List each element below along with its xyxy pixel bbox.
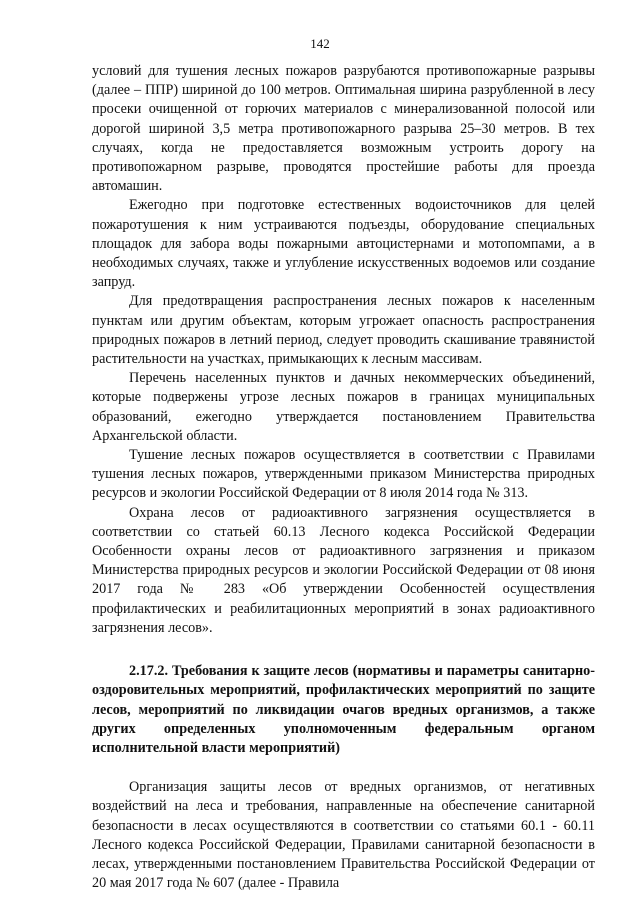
section-heading: 2.17.2. Требования к защите лесов (нормативы и параметры санитарно-оздоровительных мероприятий, профилактических мероприятий по защите лесов, мероприятий по ликвидации очагов вредных организмов, а также других определенных уполномоченным федеральным органом исполнительной власти мероприятий) xyxy=(92,663,595,756)
paragraph-radioactive-protection: Охрана лесов от радиоактивного загрязнения осуществляется в соответствии со статьей 60.13 Лесного кодекса Российской Федерации Особенности охраны лесов от радиоактивного загрязнения и приказом Министерства природных ресурсов и экологии Российской Федерации от 08 июня 2017 года № 283 «Об утверждении Особенностей осуществления профилактических и реабилитационных мероприятий в зонах радиоактивного загрязнения лесов». xyxy=(92,504,595,636)
paragraph-continued: условий для тушения лесных пожаров разрубаются противопожарные разрывы (далее – ППР) шириной до 100 метров. Оптимальная ширина разрубленной в лесу просеки очищенной от горючих материалов с минерализованной полосой или дорогой шириной 3,5 метра противопожарного разрыва 25–30 метров. В тех случаях, когда не предоставляется возможным устроить дорогу на противопожарном разрыве, проводятся простейшие работы для проезда автомашин. xyxy=(92,63,595,195)
paragraph-forest-protection: Организация защиты лесов от вредных организмов, от негативных воздействий на леса и требования, направленные на обеспечение санитарной безопасности в лесах осуществляются в соответствии со статьями 60.1 - 60.11 Лесного кодекса Российской Федерации, Правилами санитарной безопасности в лесах, утвержденными постановлением Правительства Российской Федерации от 20 мая 2017 года № 607 (далее - Правила xyxy=(92,779,595,892)
page-number: 142 xyxy=(310,36,330,51)
document-body xyxy=(92,62,595,893)
paragraph-fire-spread-prevention: Для предотвращения распространения лесных пожаров к населенным пунктам или другим объектам, которым угрожает опасность распространения природных пожаров в летний период, следует проводить скашивание травянистой растительности на участках, примыкающих к лесным массивам. xyxy=(92,293,595,368)
paragraph-settlements-list: Перечень населенных пунктов и дачных некоммерческих объединений, которые подвержены угрозе лесных пожаров в границах муниципальных образований, ежегодно утверждается постановлением Правительства Архангельской области. xyxy=(92,370,595,444)
paragraph-fire-extinguishing-rules: Тушение лесных пожаров осуществляется в соответствии с Правилами тушения лесных пожаров, утвержденными приказом Министерства природных ресурсов и экологии Российской Федерации от 8 июля 2014 года № 313. xyxy=(92,447,595,502)
paragraph-water-sources: Ежегодно при подготовке естественных водоисточников для целей пожаротушения к ним устраиваются подъезды, оборудование специальных площадок для забора воды пожарными автоцистернами и мотопомпами, а в необходимых случаях, также и углубление искусственных водоемов или создание запруд. xyxy=(92,197,595,291)
spacer xyxy=(92,758,595,778)
